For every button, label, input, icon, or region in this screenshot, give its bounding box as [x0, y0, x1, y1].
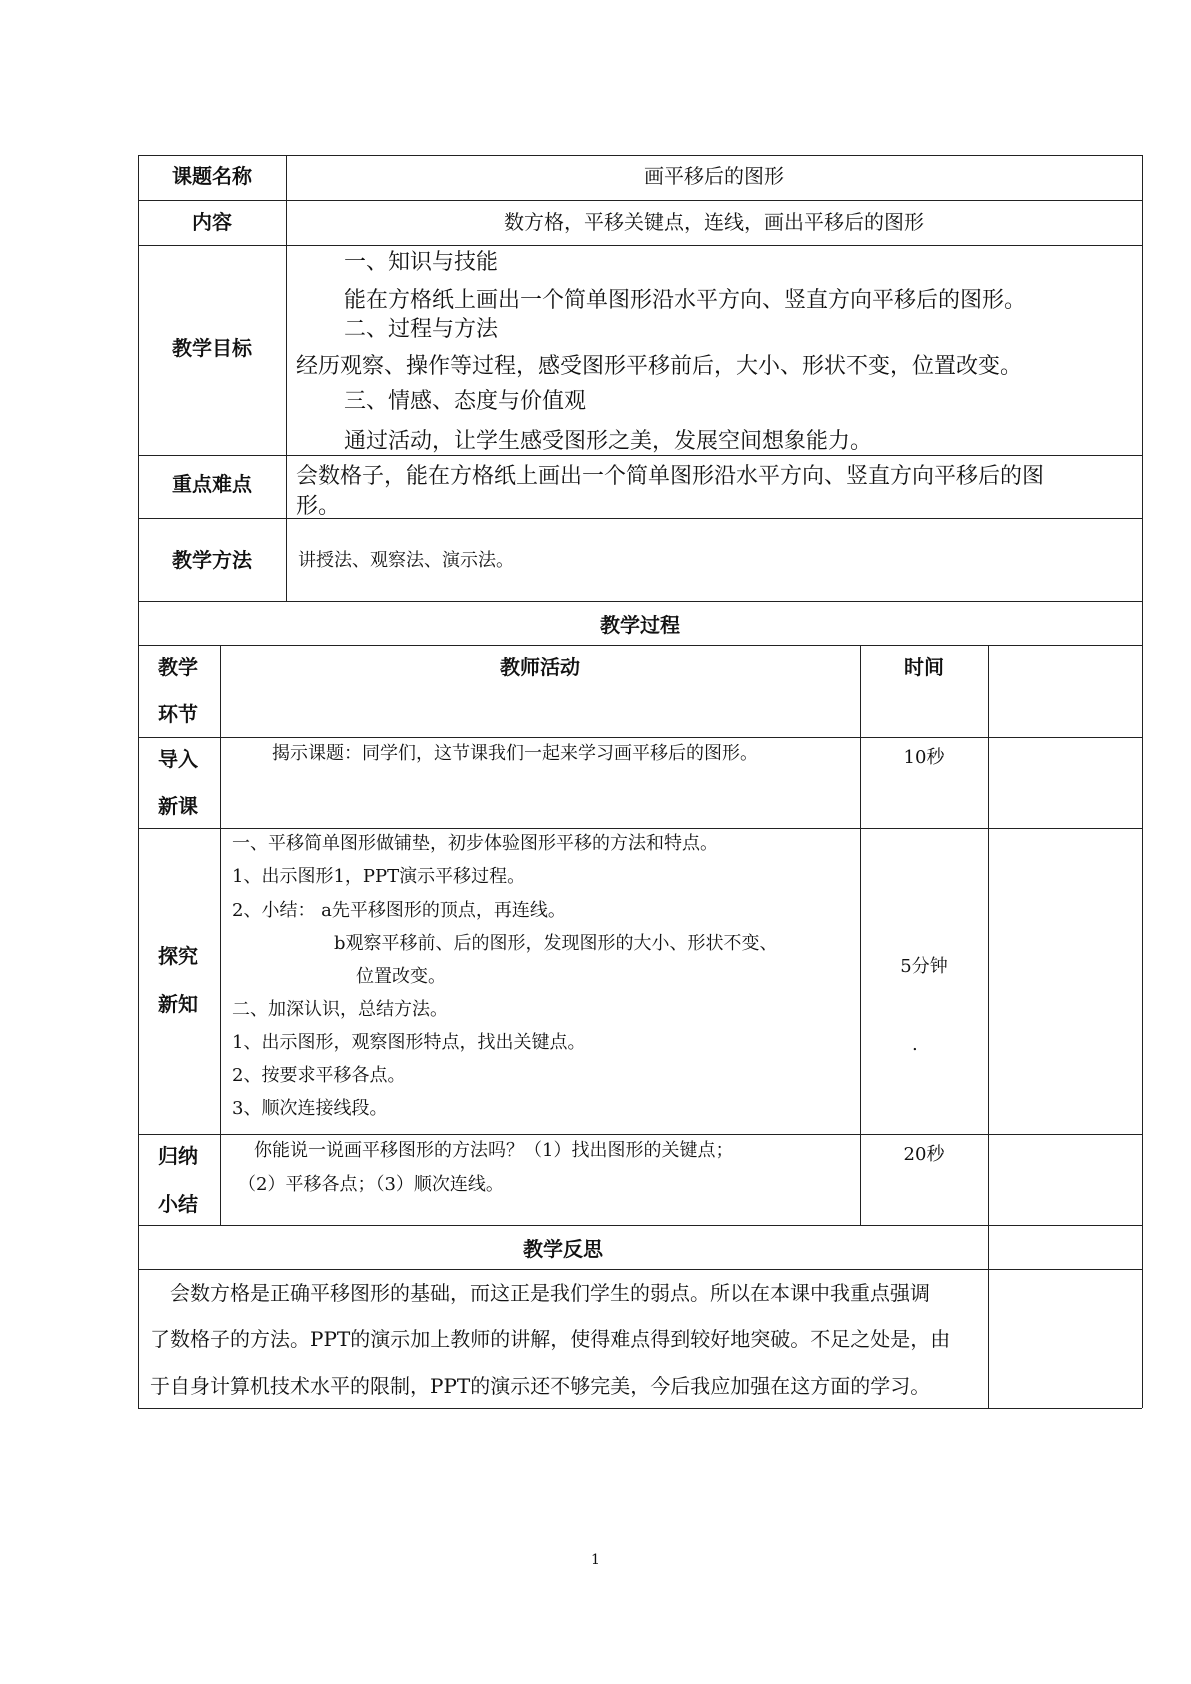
explore-line: 2、按要求平移各点。 [232, 1065, 406, 1086]
summary-stage: 归纳 [158, 1144, 198, 1168]
intro-stage: 新课 [158, 794, 198, 818]
table-border [138, 245, 1142, 246]
col-activity-header: 教师活动 [500, 655, 580, 679]
table-border [860, 645, 861, 1225]
content-label: 内容 [192, 210, 232, 234]
explore-time: 5分钟 [900, 956, 948, 977]
summary-line: （2）平移各点；（3）顺次连线。 [238, 1174, 504, 1195]
summary-stage: 小结 [158, 1192, 198, 1216]
explore-line: 二、加深认识，总结方法。 [232, 999, 448, 1020]
goals-line: 二、过程与方法 [344, 317, 499, 342]
explore-line: 1、出示图形，观察图形特点，找出关键点。 [232, 1032, 586, 1053]
table-border [220, 645, 221, 1225]
method-value: 讲授法、观察法、演示法。 [298, 550, 514, 571]
intro-activity: 揭示课题：同学们，这节课我们一起来学习画平移后的图形。 [272, 743, 758, 764]
table-border [138, 155, 1142, 156]
goals-line: 通过活动，让学生感受图形之美，发展空间想象能力。 [344, 429, 873, 454]
col-stage-header: 教学 [158, 655, 198, 679]
table-border [138, 601, 1142, 602]
explore-line: 一、平移简单图形做铺垫，初步体验图形平移的方法和特点。 [232, 833, 718, 854]
explore-line: 位置改变。 [356, 966, 446, 987]
explore-line: 3、顺次连接线段。 [232, 1098, 388, 1119]
table-border [138, 645, 1142, 646]
reflection-line: 会数方格是正确平移图形的基础，而这正是我们学生的弱点。所以在本课中我重点强调 [170, 1281, 930, 1305]
table-border [138, 737, 1142, 738]
table-border [988, 645, 989, 1408]
title-value: 画平移后的图形 [644, 164, 784, 188]
key-label: 重点难点 [172, 472, 252, 496]
intro-stage: 导入 [158, 747, 198, 771]
title-label: 课题名称 [172, 164, 252, 188]
table-border [138, 1408, 1142, 1409]
key-line: 会数格子，能在方格纸上画出一个简单图形沿水平方向、竖直方向平移后的图 [296, 464, 1045, 489]
page-number: 1 [591, 1552, 600, 1568]
table-border [138, 1269, 1142, 1270]
explore-line: b观察平移前、后的图形，发现图形的大小、形状不变、 [334, 933, 778, 954]
reflection-title: 教学反思 [523, 1237, 603, 1261]
goals-line: 能在方格纸上画出一个简单图形沿水平方向、竖直方向平移后的图形。 [344, 288, 1027, 313]
key-line: 形。 [296, 494, 341, 519]
col-time-header: 时间 [904, 655, 944, 679]
content-value: 数方格，平移关键点，连线，画出平移后的图形 [504, 210, 924, 234]
reflection-line: 于自身计算机技术水平的限制，PPT的演示还不够完美，今后我应加强在这方面的学习。 [150, 1374, 931, 1398]
table-border [138, 200, 1142, 201]
goals-line: 三、情感、态度与价值观 [344, 389, 587, 414]
explore-line: 2、小结： a先平移图形的顶点，再连线。 [232, 900, 566, 921]
process-title: 教学过程 [600, 613, 680, 637]
goals-line: 经历观察、操作等过程，感受图形平移前后，大小、形状不变，位置改变。 [296, 354, 1023, 379]
explore-stage: 新知 [158, 992, 198, 1016]
table-border [138, 455, 1142, 456]
explore-stage: 探究 [158, 944, 198, 968]
table-border [1142, 155, 1143, 1408]
col-stage-header: 环节 [158, 702, 198, 726]
reflection-line: 了数格子的方法。PPT的演示加上教师的讲解，使得难点得到较好地突破。不足之处是，由 [150, 1327, 951, 1351]
summary-time: 20秒 [903, 1144, 945, 1165]
table-border [138, 1134, 1142, 1135]
explore-time-note: . [912, 1034, 918, 1055]
table-border [138, 1225, 1142, 1226]
explore-line: 1、出示图形1，PPT演示平移过程。 [232, 866, 526, 887]
method-label: 教学方法 [172, 548, 252, 572]
goals-label: 教学目标 [172, 336, 252, 360]
table-border [138, 518, 1142, 519]
goals-line: 一、知识与技能 [344, 250, 499, 275]
intro-time: 10秒 [903, 747, 945, 768]
summary-line: 你能说一说画平移图形的方法吗？（1）找出图形的关键点； [254, 1140, 734, 1161]
